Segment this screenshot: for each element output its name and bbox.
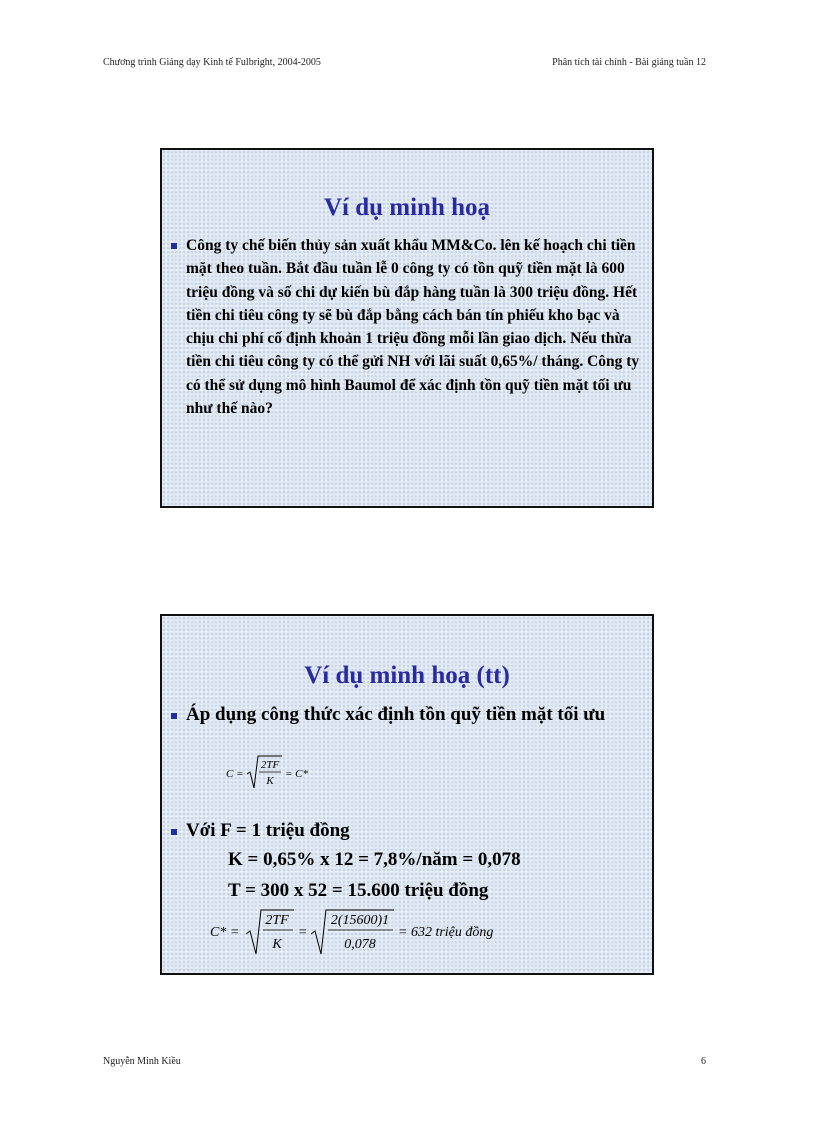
bullet-marker bbox=[171, 243, 177, 249]
slide-2-bullet-2: Với F = 1 triệu đồng bbox=[186, 820, 350, 841]
bullet-marker bbox=[171, 713, 177, 719]
formula2-den2: 0,078 bbox=[344, 937, 376, 952]
line-k: K = 0,65% x 12 = 7,8%/năm = 0,078 bbox=[228, 849, 521, 870]
formula2-num2: 2(15600)1 bbox=[330, 913, 390, 928]
formula2-den1: K bbox=[272, 937, 282, 952]
slide-2 bbox=[160, 614, 654, 975]
formula1-lhs: C = bbox=[226, 768, 244, 780]
slide-1 bbox=[160, 148, 654, 508]
footer-author: Nguyễn Minh Kiều bbox=[103, 1056, 181, 1067]
bullet-marker bbox=[171, 829, 177, 835]
header-course: Chương trình Giảng dạy Kinh tế Fulbright, 2004-2005 bbox=[103, 57, 321, 68]
line-t: T = 300 x 52 = 15.600 triệu đồng bbox=[228, 880, 489, 901]
formula2-eq: = bbox=[298, 925, 308, 940]
formula2-result: = 632 triệu đồng bbox=[398, 925, 494, 940]
baumol-formula bbox=[226, 753, 336, 793]
formula1-numerator: 2TF bbox=[260, 759, 280, 771]
slide-1-title: Ví dụ minh hoạ bbox=[323, 194, 491, 221]
formula1-rhs: = C* bbox=[285, 768, 309, 780]
slide-2-title: Ví dụ minh hoạ (tt) bbox=[304, 662, 510, 689]
formula1-denominator: K bbox=[266, 775, 274, 787]
result-formula bbox=[210, 906, 510, 958]
page-number: 6 bbox=[701, 1056, 706, 1067]
slide-2-bullet-1: Áp dụng công thức xác định tồn quỹ tiền mặt tối ưu bbox=[186, 704, 606, 725]
slide-1-paragraph: Công ty chế biến thủy sản xuất khẩu MM&Co. lên kế hoạch chi tiền mặt theo tuần. Bắt đầu tuần lễ 0 công ty có tồn quỹ tiền mặt là 600 triệu đồng và số chi dự kiến bù đắp hàng tuần là 300 triệu đồng. Hết tiền chi tiêu công ty sẽ bù đắp bằng cách bán tín phiếu kho bạc và chịu chi phí cố định khoản 1 triệu đồng mỗi lần giao dịch. Nếu thừa tiền chi tiêu công ty có thể gửi NH với lãi suất 0,65%/ tháng. Công ty có thể sử dụng mô hình Baumol để xác định tồn quỹ tiền mặt tối ưu như thế nào? bbox=[186, 237, 640, 418]
header-lecture: Phân tích tài chính - Bài giảng tuần 12 bbox=[552, 57, 706, 68]
formula2-num1: 2TF bbox=[265, 913, 289, 928]
formula2-lhs: C* = bbox=[210, 925, 240, 940]
